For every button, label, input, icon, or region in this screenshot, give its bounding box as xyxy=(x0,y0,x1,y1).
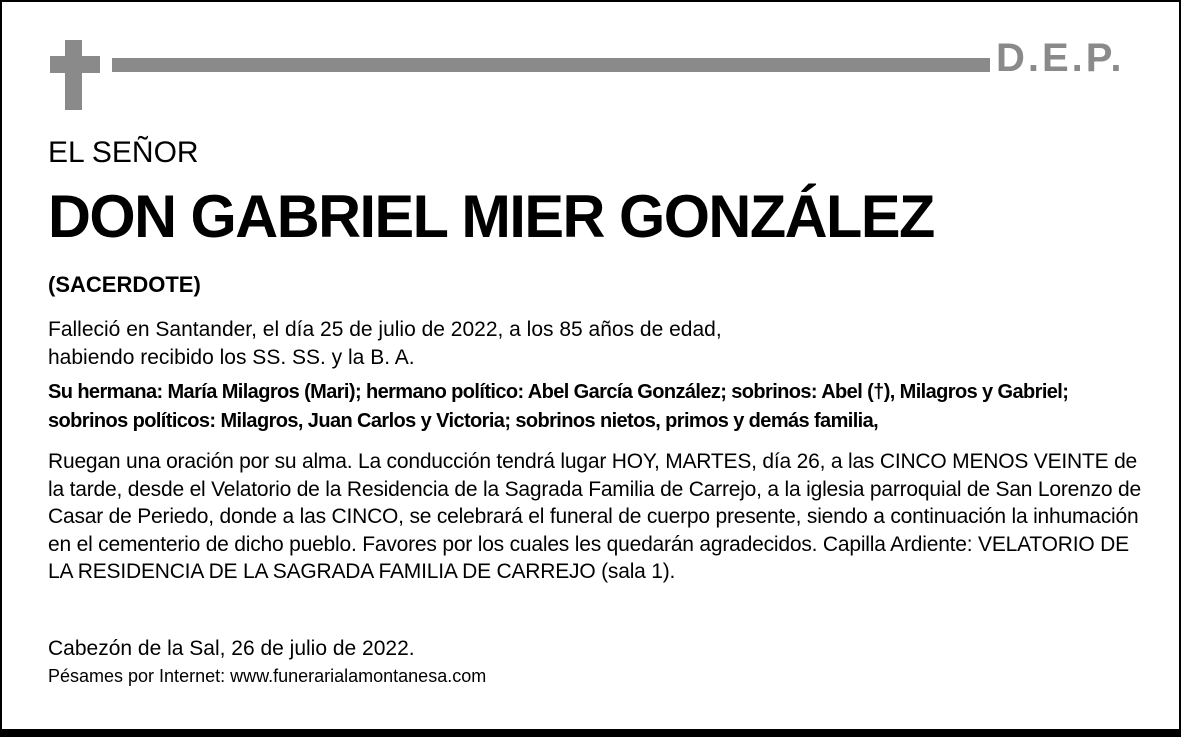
cross-icon-bar xyxy=(50,56,100,73)
death-details xyxy=(48,316,1143,372)
deceased-name: DON GABRIEL MIER GONZÁLEZ xyxy=(48,183,934,250)
header-rule xyxy=(112,58,990,72)
service-details: Ruegan una oración por su alma. La conducción tendrá lugar HOY, MARTES, día 26, a las CINCO MENOS VEINTE de la tarde, desde el Velatorio de la Residencia de la Sagrada Familia de Carrejo, a la iglesia parroquial de San Lorenzo de Casar de Periedo, donde a las CINCO, se celebrará el funeral de cuerpo presente, siendo a continuación la inhumación en el cementerio de dicho pueblo. Favores por los cuales les quedarán agradecidos. Capilla Ardiente: VELATORIO DE LA RESIDENCIA DE LA SAGRADA FAMILIA DE CARREJO (sala 1). xyxy=(48,450,1141,583)
place-date: Cabezón de la Sal, 26 de julio de 2022. xyxy=(48,637,415,660)
deceased-title: (SACERDOTE) xyxy=(48,272,201,297)
condolences-line: Pésames por Internet: www.funerarialamontanesa.com xyxy=(48,666,487,686)
family-list: Su hermana: María Milagros (Mari); hermano político: Abel García González; sobrinos: Abel (†), Milagros y Gabriel; sobrinos políticos: Milagros, Juan Carlos y Victoria; sobrinos nietos, primos y demás familia, xyxy=(48,381,1069,432)
death-line-1: Falleció en Santander, el día 25 de julio de 2022, a los 85 años de edad, xyxy=(48,318,722,341)
cross-icon xyxy=(65,40,82,110)
death-line-2: habiendo recibido los SS. SS. y la B. A. xyxy=(48,346,415,369)
bottom-rule xyxy=(2,729,1179,737)
honorific: EL SEÑOR xyxy=(48,136,199,169)
dep-label: D.E.P. xyxy=(996,36,1125,80)
